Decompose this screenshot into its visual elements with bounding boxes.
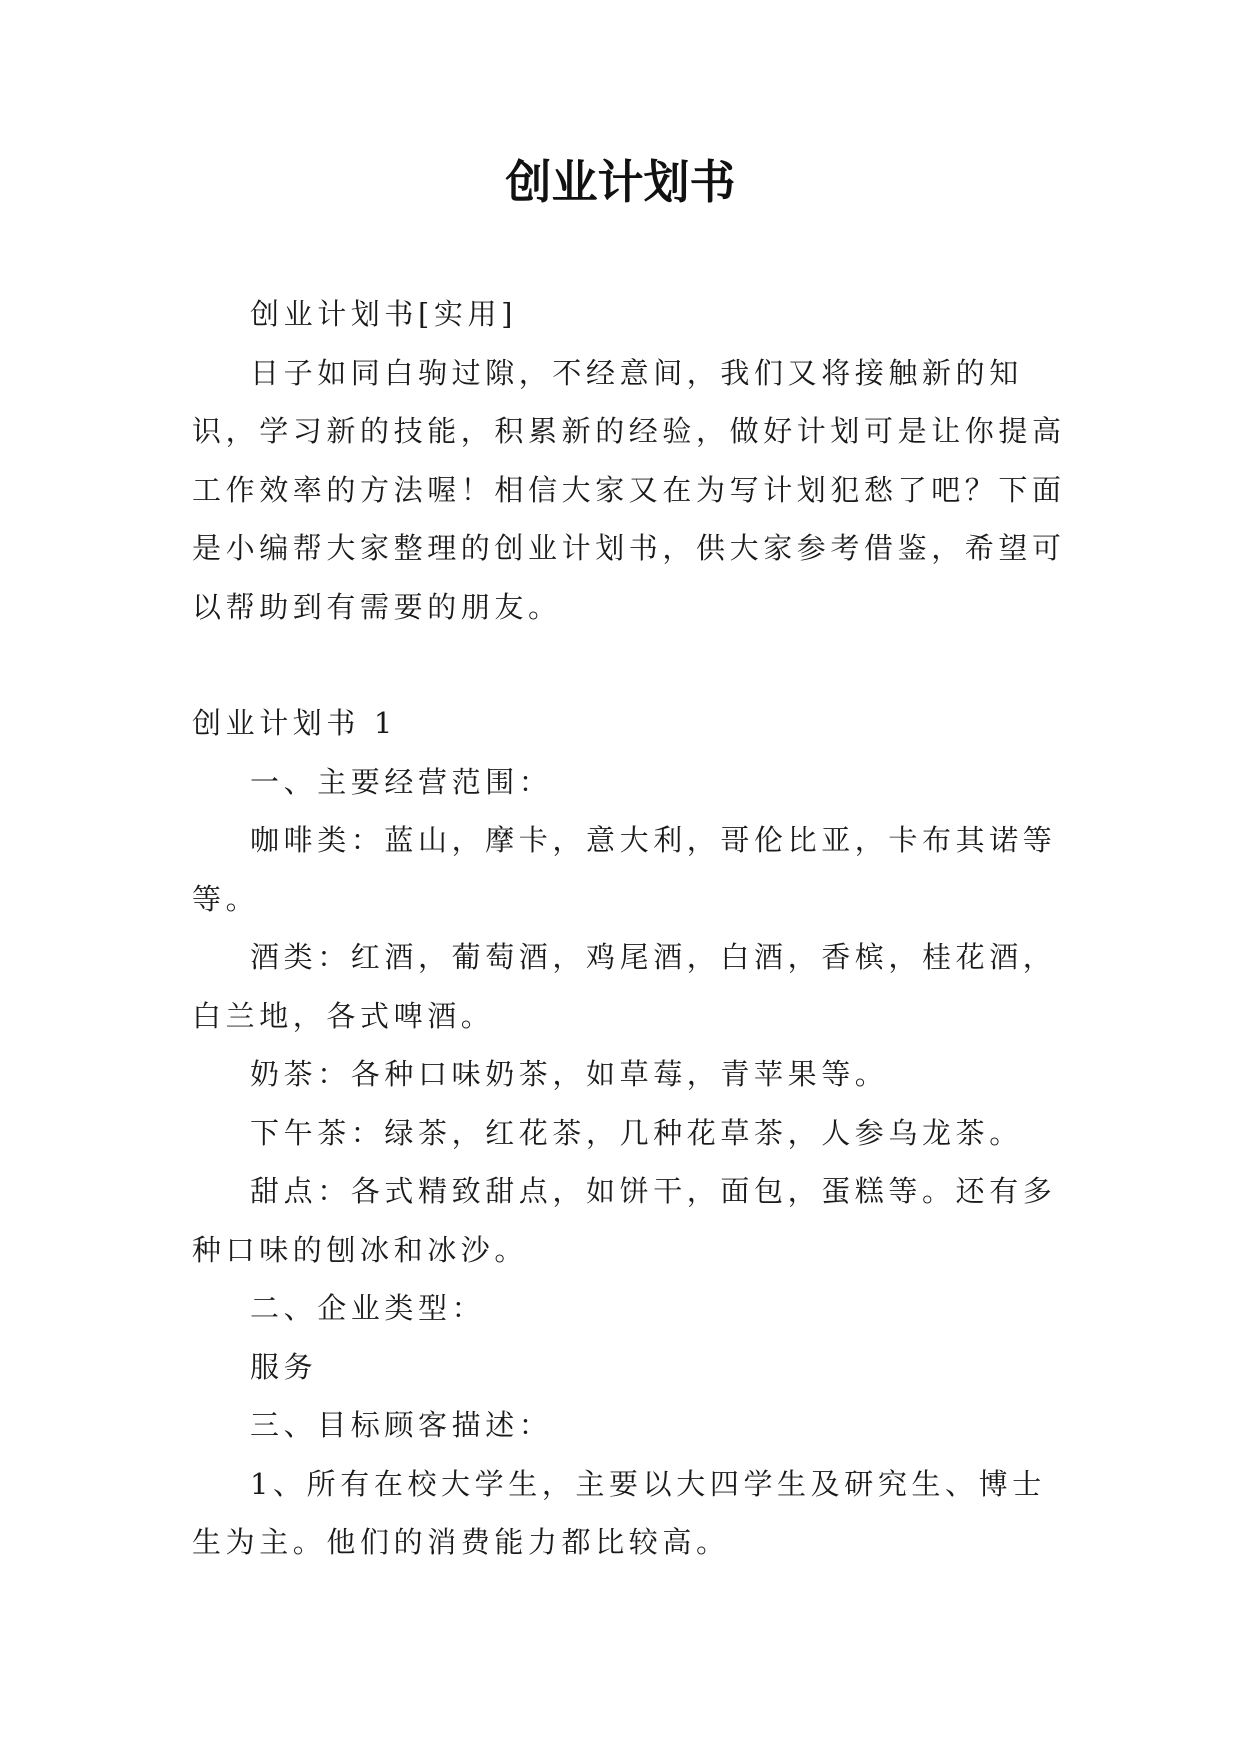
dessert-paragraph: 甜点：各式精致甜点，如饼干，面包，蛋糕等。还有多种口味的刨冰和冰沙。 bbox=[192, 1174, 1057, 1267]
intro-subtitle: 创业计划书[实用] bbox=[250, 297, 518, 331]
target-customer-paragraph: 1、所有在校大学生，主要以大四学生及研究生、博士生为主。他们的消费能力都比较高。 bbox=[192, 1466, 1046, 1559]
coffee-paragraph: 咖啡类：蓝山，摩卡，意大利，哥伦比亚，卡布其诺等等。 bbox=[192, 823, 1057, 916]
section-spacer bbox=[192, 636, 1072, 694]
milk-tea-paragraph: 奶茶：各种口味奶茶，如草莓，青苹果等。 bbox=[250, 1057, 889, 1091]
section-heading: 创业计划书 1 bbox=[192, 706, 397, 740]
document-title: 创业计划书 bbox=[505, 155, 736, 209]
document-body bbox=[192, 285, 1072, 1572]
intro-paragraph: 日子如同白驹过隙，不经意间，我们又将接触新的知识，学习新的技能，积累新的经验，做好计划可是让你提高工作效率的方法喔！相信大家又在为写计划犯愁了吧？下面是小编帮大家整理的创业计划书，供大家参考借鉴，希望可以帮助到有需要的朋友。 bbox=[192, 355, 1066, 624]
business-scope-heading: 一、主要经营范围： bbox=[250, 764, 553, 799]
target-customer-heading: 三、目标顾客描述： bbox=[250, 1408, 553, 1442]
enterprise-type-value: 服务 bbox=[250, 1349, 318, 1384]
afternoon-tea-paragraph: 下午茶：绿茶，红花茶，几种花草茶，人参乌龙茶。 bbox=[250, 1115, 1023, 1150]
liquor-paragraph: 酒类：红酒，葡萄酒，鸡尾酒，白酒，香槟，桂花酒，白兰地，各式啤酒。 bbox=[192, 940, 1057, 1033]
enterprise-type-heading: 二、企业类型： bbox=[250, 1291, 486, 1325]
